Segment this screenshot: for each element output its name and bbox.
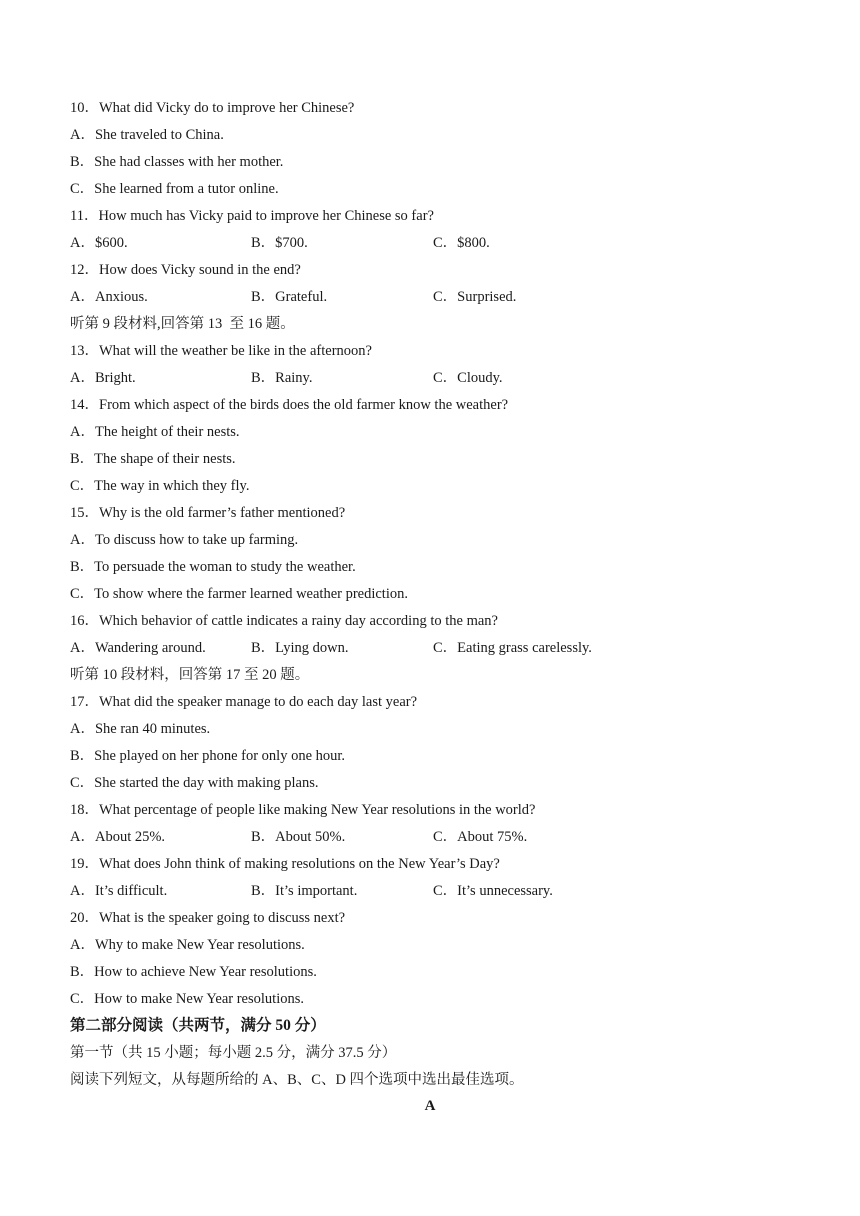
option-line: B．How to achieve New Year resolutions. <box>70 964 317 980</box>
option-c: C．Cloudy. <box>433 370 503 386</box>
option-line: A．Why to make New Year resolutions. <box>70 937 305 953</box>
option-c: C．It’s unnecessary. <box>433 883 553 899</box>
question-14: 14．From which aspect of the birds does the old farmer know the weather? <box>70 397 509 413</box>
section-instruction-10: 听第 10 段材料，回答第 17 至 20 题。 <box>70 667 310 683</box>
option-c: C．About 75%. <box>433 829 528 845</box>
option-c: C．Eating grass carelessly. <box>433 640 592 656</box>
option-line: A．She ran 40 minutes. <box>70 721 211 737</box>
section-instruction-9: 听第 9 段材料,回答第 13 至 16 题。 <box>70 316 295 332</box>
option-line: B．To persuade the woman to study the weather. <box>70 559 356 575</box>
option-line: B．The shape of their nests. <box>70 451 236 467</box>
option-line: A．To discuss how to take up farming. <box>70 532 299 548</box>
option-line: B．She played on her phone for only one hour. <box>70 748 346 764</box>
option-b: B．About 50%. <box>251 829 346 845</box>
question-12: 12．How does Vicky sound in the end? <box>70 262 301 278</box>
option-line: A．The height of their nests. <box>70 424 240 440</box>
question-15: 15．Why is the old farmer’s father mentioned? <box>70 505 346 521</box>
option-line: C．How to make New Year resolutions. <box>70 991 304 1007</box>
option-b: B．$700. <box>251 235 308 251</box>
option-a: A．About 25%. <box>70 829 166 845</box>
part-two-heading: 第二部分阅读（共两节，满分 50 分） <box>70 1017 326 1034</box>
option-c: C．Surprised. <box>433 289 517 305</box>
question-11: 11．How much has Vicky paid to improve her Chinese so far? <box>70 208 434 224</box>
option-line: A．She traveled to China. <box>70 127 224 143</box>
option-line: C．She started the day with making plans. <box>70 775 319 791</box>
section-one-subheading: 第一节（共 15 小题；每小题 2.5 分，满分 37.5 分） <box>70 1045 397 1061</box>
option-line: C．She learned from a tutor online. <box>70 181 279 197</box>
passage-label: A <box>424 1098 436 1114</box>
option-a: A．Bright. <box>70 370 136 386</box>
option-b: B．Lying down. <box>251 640 349 656</box>
reading-instruction: 阅读下列短文，从每题所给的 A、B、C、D 四个选项中选出最佳选项。 <box>70 1072 524 1088</box>
option-line: C．The way in which they fly. <box>70 478 250 494</box>
question-10: 10．What did Vicky do to improve her Chinese? <box>70 100 355 116</box>
question-13: 13．What will the weather be like in the afternoon? <box>70 343 372 359</box>
option-line: B．She had classes with her mother. <box>70 154 284 170</box>
option-b: B．Grateful. <box>251 289 328 305</box>
question-19: 19．What does John think of making resolutions on the New Year’s Day? <box>70 856 500 872</box>
option-a: A．It’s difficult. <box>70 883 168 899</box>
option-a: A．Wandering around. <box>70 640 206 656</box>
option-a: A．Anxious. <box>70 289 148 305</box>
question-20: 20．What is the speaker going to discuss next? <box>70 910 346 926</box>
question-17: 17．What did the speaker manage to do each day last year? <box>70 694 418 710</box>
option-line: C．To show where the farmer learned weather prediction. <box>70 586 408 602</box>
option-a: A．$600. <box>70 235 128 251</box>
question-18: 18．What percentage of people like making New Year resolutions in the world? <box>70 802 536 818</box>
option-b: B．Rainy. <box>251 370 313 386</box>
question-16: 16．Which behavior of cattle indicates a rainy day according to the man? <box>70 613 498 629</box>
option-b: B．It’s important. <box>251 883 358 899</box>
option-c: C．$800. <box>433 235 490 251</box>
